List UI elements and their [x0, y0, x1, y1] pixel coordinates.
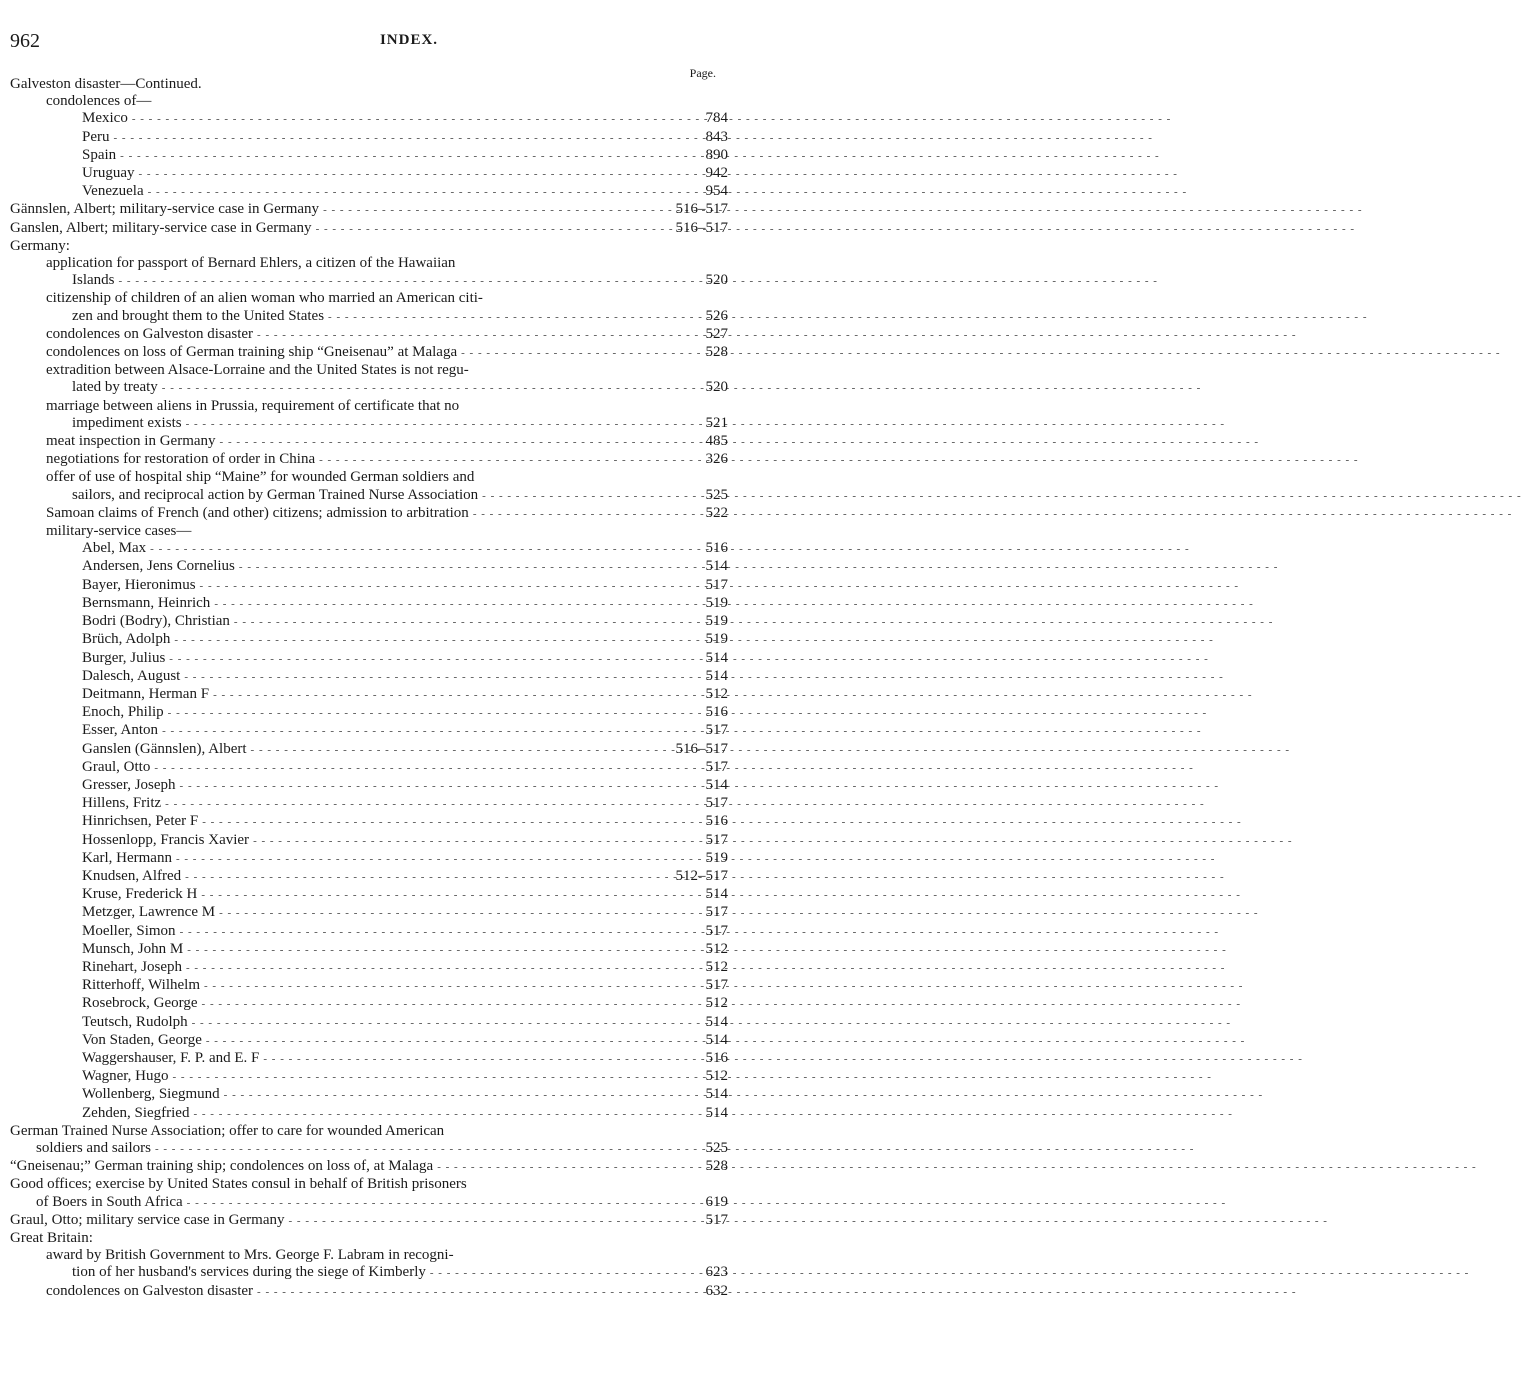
leader-dots — [430, 1265, 676, 1282]
leader-dots — [289, 1213, 677, 1230]
leader-dots — [214, 596, 676, 613]
entry-page: 520 — [705, 379, 728, 396]
entry-page: 516 — [705, 813, 728, 830]
leader-dots — [202, 814, 676, 831]
index-entry — [10, 76, 728, 93]
entry-continuation: of Boers in South Africa — [36, 1193, 183, 1210]
entry-continuation: zen and brought them to the United States — [72, 307, 325, 324]
index-entry — [10, 904, 728, 922]
entry-text: Samoan claims of French (and other) citizens; admission to arbitration — [46, 504, 469, 521]
entry-page: 512 — [705, 995, 728, 1012]
entry-page: 517 — [705, 1211, 728, 1228]
index-entry — [10, 1158, 728, 1176]
leader-dots — [437, 1159, 676, 1176]
entry-text: Hillens, Fritz — [82, 795, 162, 812]
index-entry — [10, 777, 728, 795]
entry-page: 517 — [705, 722, 728, 739]
index-entry — [10, 923, 728, 941]
leader-dots — [206, 1033, 676, 1050]
entry-continuation: soldiers and sailors — [36, 1139, 151, 1156]
entry-text: Bernsmann, Heinrich — [82, 594, 211, 611]
entry-text: Brüch, Adolph — [82, 631, 171, 648]
entry-text: Von Staden, George — [82, 1031, 202, 1048]
entry-page: 519 — [705, 849, 728, 866]
index-entry — [10, 523, 728, 540]
leader-dots — [319, 452, 676, 469]
entry-page: 520 — [705, 272, 728, 289]
leader-dots — [180, 778, 676, 795]
index-entry — [10, 290, 728, 325]
entry-text: marriage between aliens in Prussia, requirement of certificate that no — [46, 397, 460, 414]
entry-page: 514 — [705, 776, 728, 793]
index-entry — [10, 1176, 728, 1211]
leader-dots — [187, 942, 676, 959]
entry-text: meat inspection in Germany — [46, 433, 216, 450]
index-entry — [10, 850, 728, 868]
entry-page: 525 — [705, 1139, 728, 1156]
entry-text: Knudsen, Alfred — [82, 867, 182, 884]
entry-text: Wollenberg, Siegmund — [82, 1086, 220, 1103]
entry-text: Andersen, Jens Cornelius — [82, 558, 235, 575]
entry-text: German Trained Nurse Association; offer to care for wounded American — [10, 1122, 445, 1139]
leader-dots — [174, 632, 676, 649]
entry-page: 514 — [705, 1104, 728, 1121]
entry-text: negotiations for restoration of order in China — [46, 451, 316, 468]
entry-page: 619 — [705, 1193, 728, 1210]
entry-page: 517 — [705, 922, 728, 939]
index-entry — [10, 595, 728, 613]
leader-dots — [473, 506, 676, 523]
entry-text: Rinehart, Joseph — [82, 958, 182, 975]
index-entry — [10, 613, 728, 631]
index-entry — [10, 1086, 728, 1104]
entry-page: 512 — [705, 685, 728, 702]
leader-dots — [192, 1015, 676, 1032]
entry-text: Galveston disaster—Continued. — [10, 76, 202, 92]
leader-dots — [263, 1051, 676, 1068]
index-entry — [10, 959, 728, 977]
entry-text: Munsch, John M — [82, 940, 184, 957]
index-entry — [10, 505, 728, 523]
entry-text: Germany: — [10, 237, 70, 254]
entry-text: citizenship of children of an alien woman who married an American citi- — [46, 290, 483, 307]
entry-page: 516 — [705, 1049, 728, 1066]
entry-text: condolences on loss of German training ship “Gneisenau” at Malaga — [46, 344, 458, 361]
index-entry — [10, 183, 728, 201]
leader-dots — [186, 960, 676, 977]
index-entry — [10, 433, 728, 451]
entry-page: 623 — [705, 1264, 728, 1281]
leader-dots — [169, 651, 676, 668]
leader-dots — [148, 184, 676, 201]
index-entry — [10, 540, 728, 558]
entry-continuation: lated by treaty — [72, 379, 158, 396]
entry-continuation: tion of her husband's services during the siege of Kimberly — [72, 1264, 426, 1281]
leader-dots — [200, 578, 676, 595]
entry-text: Esser, Anton — [82, 722, 159, 739]
entry-text: Kruse, Frederick H — [82, 886, 198, 903]
index-entries — [10, 76, 728, 1301]
entry-continuation: impediment exists — [72, 414, 182, 431]
index-entry — [10, 941, 728, 959]
leader-dots — [139, 166, 677, 183]
index-entry — [10, 741, 728, 759]
entry-text: Venezuela — [82, 183, 144, 200]
page-column-label: Page. — [689, 66, 716, 80]
entry-page: 519 — [705, 631, 728, 648]
entry-text: offer of use of hospital ship “Maine” for wounded German soldiers and — [46, 469, 475, 486]
leader-dots — [162, 723, 676, 740]
entry-page: 512 — [705, 1068, 728, 1085]
entry-text: Abel, Max — [82, 540, 147, 557]
entry-text: Hossenlopp, Francis Xavier — [82, 831, 250, 848]
entry-text: Rosebrock, George — [82, 995, 198, 1012]
entry-page: 521 — [705, 414, 728, 431]
leader-dots — [186, 416, 676, 433]
entry-page: 514 — [705, 667, 728, 684]
entry-text: Bayer, Hieronimus — [82, 576, 196, 593]
leader-dots — [220, 434, 676, 451]
entry-text: Ganslen, Albert; military-service case in Germany — [10, 219, 312, 236]
entry-text: Dalesch, August — [82, 667, 181, 684]
entry-page: 890 — [705, 146, 728, 163]
entry-text: Spain — [82, 146, 117, 163]
entry-text: extradition between Alsace-Lorraine and the United States is not regu- — [46, 362, 469, 379]
index-entry — [10, 1247, 728, 1282]
leader-dots — [185, 869, 671, 886]
entry-text: award by British Government to Mrs. George F. Labram in recogni- — [46, 1247, 454, 1264]
entry-text: Zehden, Siegfried — [82, 1104, 190, 1121]
entry-page: 516–517 — [675, 219, 728, 236]
index-entry — [10, 1105, 728, 1123]
index-entry — [10, 686, 728, 704]
entry-text: Great Britain: — [10, 1230, 93, 1246]
index-entry — [10, 220, 728, 238]
index-entry — [10, 129, 728, 147]
index-entry — [10, 1123, 728, 1158]
leader-dots — [482, 488, 676, 505]
index-entry — [10, 832, 728, 850]
index-entry — [10, 165, 728, 183]
index-entry — [10, 977, 728, 995]
entry-text: Mexico — [82, 110, 128, 127]
leader-dots — [224, 1087, 676, 1104]
index-entry — [10, 1230, 728, 1247]
entry-page: 954 — [705, 183, 728, 200]
index-entry — [10, 255, 728, 290]
entry-page: 512–517 — [675, 867, 728, 884]
entry-text: Karl, Hermann — [82, 849, 172, 866]
page-title: INDEX. — [379, 32, 439, 48]
leader-dots — [173, 1069, 677, 1086]
leader-dots — [204, 978, 676, 995]
index-entry — [10, 326, 728, 344]
entry-text: application for passport of Bernard Ehlers, a citizen of the Hawaiian — [46, 255, 456, 272]
leader-dots — [234, 614, 676, 631]
leader-dots — [219, 905, 676, 922]
index-entry — [10, 238, 728, 255]
leader-dots — [253, 833, 676, 850]
index-entry — [10, 995, 728, 1013]
index-entry — [10, 469, 728, 504]
page-header — [0, 30, 818, 54]
index-entry — [10, 813, 728, 831]
entry-page: 519 — [705, 613, 728, 630]
entry-page: 517 — [705, 904, 728, 921]
entry-text: Deitmann, Herman F — [82, 685, 210, 702]
index-entry — [10, 1032, 728, 1050]
entry-text: condolences on Galveston disaster — [46, 1282, 254, 1299]
entry-page: 516 — [705, 540, 728, 557]
index-entry — [10, 577, 728, 595]
entry-continuation: sailors, and reciprocal action by German Trained Nurse Association — [72, 486, 479, 503]
entry-page: 517 — [705, 576, 728, 593]
index-entry — [10, 668, 728, 686]
entry-page: 517 — [705, 977, 728, 994]
entry-text: condolences of— — [46, 93, 152, 110]
entry-page: 517 — [705, 831, 728, 848]
entry-text: Peru — [82, 128, 110, 145]
index-entry — [10, 362, 728, 397]
leader-dots — [180, 924, 676, 941]
leader-dots — [316, 221, 672, 238]
index-entry — [10, 795, 728, 813]
entry-text: Graul, Otto; military service case in Germany — [10, 1211, 285, 1228]
leader-dots — [114, 130, 677, 147]
index-entry — [10, 631, 728, 649]
entry-page: 485 — [705, 433, 728, 450]
entry-page: 517 — [705, 795, 728, 812]
entry-page: 516 — [705, 704, 728, 721]
entry-text: condolences on Galveston disaster — [46, 325, 254, 342]
leader-dots — [202, 996, 676, 1013]
entry-text: Ganslen (Gännslen), Albert — [82, 740, 247, 757]
entry-page: 326 — [705, 451, 728, 468]
entry-page: 514 — [705, 1013, 728, 1030]
index-entry — [10, 147, 728, 165]
entry-text: Burger, Julius — [82, 649, 166, 666]
leader-dots — [120, 148, 676, 165]
entry-text: Moeller, Simon — [82, 922, 176, 939]
index-entry — [10, 558, 728, 576]
entry-page: 514 — [705, 886, 728, 903]
leader-dots — [257, 327, 676, 344]
index-entry — [10, 1283, 728, 1301]
index-entry — [10, 201, 728, 219]
entry-text: Metzger, Lawrence M — [82, 904, 216, 921]
index-entry — [10, 886, 728, 904]
entry-page: 525 — [705, 486, 728, 503]
entry-text: Hinrichsen, Peter F — [82, 813, 199, 830]
index-entry — [10, 759, 728, 777]
leader-dots — [323, 202, 671, 219]
leader-dots — [461, 345, 676, 362]
entry-page: 516–517 — [675, 201, 728, 218]
entry-page: 843 — [705, 128, 728, 145]
entry-page: 514 — [705, 1031, 728, 1048]
leader-dots — [187, 1195, 676, 1212]
entry-page: 512 — [705, 958, 728, 975]
entry-text: Gresser, Joseph — [82, 776, 176, 793]
leader-dots — [162, 380, 676, 397]
entry-text: Enoch, Philip — [82, 704, 164, 721]
entry-text: “Gneisenau;” German training ship; condolences on loss of, at Malaga — [10, 1158, 434, 1175]
leader-dots — [328, 309, 676, 326]
entry-continuation: Islands — [72, 272, 115, 289]
entry-text: Uruguay — [82, 165, 135, 182]
entry-page: 527 — [705, 325, 728, 342]
entry-page: 526 — [705, 307, 728, 324]
entry-text: Teutsch, Rudolph — [82, 1013, 188, 1030]
index-entry — [10, 650, 728, 668]
entry-text: Wagner, Hugo — [82, 1068, 169, 1085]
entry-text: Ritterhoff, Wilhelm — [82, 977, 200, 994]
index-entry — [10, 398, 728, 433]
entry-page: 514 — [705, 649, 728, 666]
index-entry — [10, 722, 728, 740]
leader-dots — [154, 760, 676, 777]
leader-dots — [168, 705, 676, 722]
entry-text: Bodri (Bodry), Christian — [82, 613, 230, 630]
entry-page: 519 — [705, 594, 728, 611]
page-number: 962 — [10, 30, 40, 52]
leader-dots — [257, 1284, 676, 1301]
leader-dots — [193, 1106, 676, 1123]
leader-dots — [132, 111, 676, 128]
index-entry — [10, 93, 728, 110]
entry-page: 516–517 — [675, 740, 728, 757]
entry-page: 942 — [705, 165, 728, 182]
entry-text: Graul, Otto — [82, 758, 151, 775]
entry-page: 784 — [705, 110, 728, 127]
index-entry — [10, 704, 728, 722]
entry-page: 512 — [705, 940, 728, 957]
index-entry — [10, 344, 728, 362]
leader-dots — [201, 887, 676, 904]
entry-page: 514 — [705, 558, 728, 575]
leader-dots — [251, 742, 672, 759]
leader-dots — [165, 796, 676, 813]
index-entry — [10, 110, 728, 128]
leader-dots — [213, 687, 676, 704]
entry-page: 514 — [705, 1086, 728, 1103]
index-entry — [10, 1050, 728, 1068]
index-entry — [10, 868, 728, 886]
entry-page: 632 — [705, 1282, 728, 1299]
entry-page: 522 — [705, 504, 728, 521]
index-entry — [10, 451, 728, 469]
entry-text: Good offices; exercise by United States consul in behalf of British prisoners — [10, 1176, 467, 1193]
index-entry — [10, 1068, 728, 1086]
entry-page: 528 — [705, 1158, 728, 1175]
entry-text: Gännslen, Albert; military-service case in Germany — [10, 201, 320, 218]
entry-text: Waggershauser, F. P. and E. F — [82, 1049, 260, 1066]
index-entry — [10, 1014, 728, 1032]
entry-page: 517 — [705, 758, 728, 775]
entry-text: military-service cases— — [46, 523, 192, 540]
leader-dots — [239, 559, 676, 576]
leader-dots — [176, 851, 676, 868]
leader-dots — [184, 669, 676, 686]
leader-dots — [155, 1141, 676, 1158]
leader-dots — [119, 273, 677, 290]
leader-dots — [150, 541, 676, 558]
entry-page: 528 — [705, 344, 728, 361]
index-entry — [10, 1212, 728, 1230]
